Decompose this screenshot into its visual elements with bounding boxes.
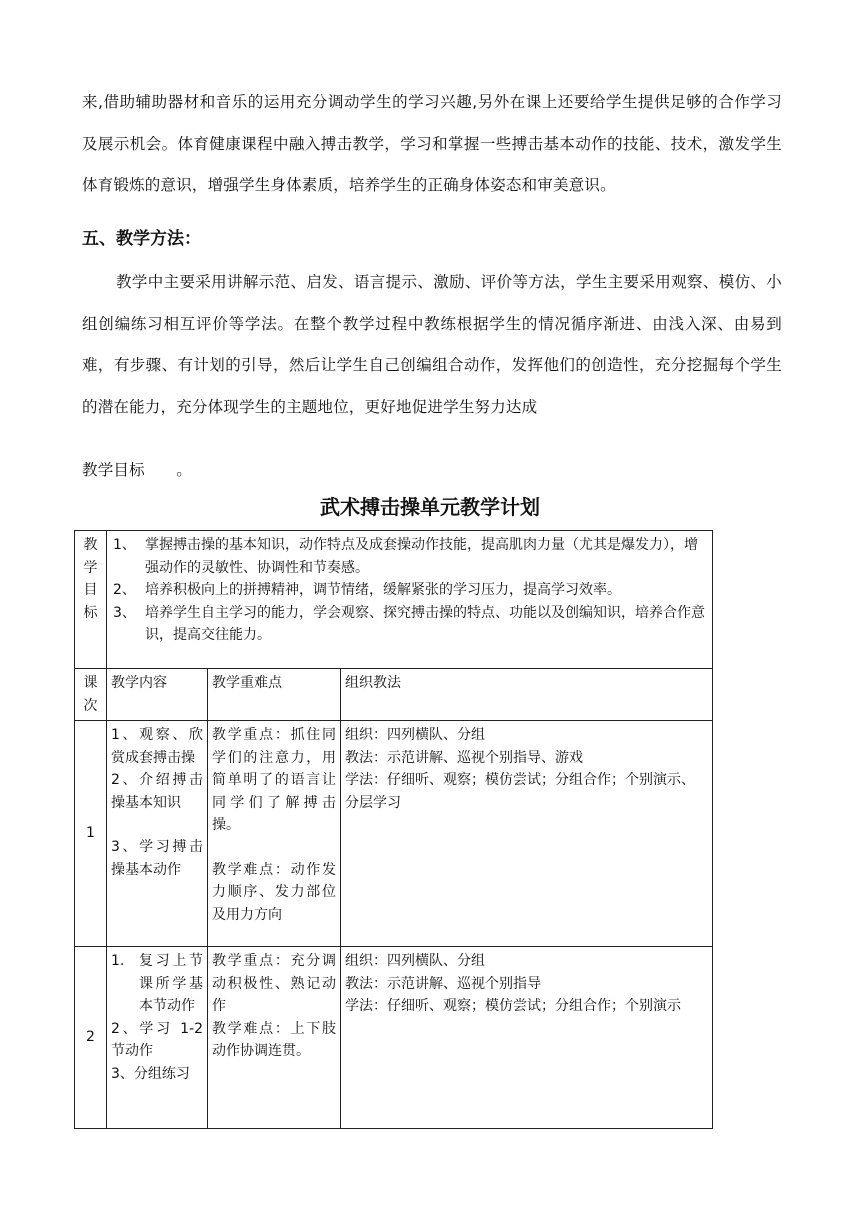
list-item: 2、学习 1-2 节动作 (111, 1020, 203, 1059)
lesson-method (341, 947, 713, 1129)
list-item: 3、分组练习 (111, 1065, 190, 1082)
key-point-text: 教学重点：充分调动积极性、熟记动作 (212, 953, 336, 1014)
table-title: 武术搏击操单元教学计划 (320, 495, 540, 519)
section-heading-teaching-methods: 五、教学方法： (82, 229, 201, 249)
body-paragraph-3: 教学目标 。 (82, 461, 192, 479)
table-row (75, 947, 713, 1129)
lesson-content (107, 721, 208, 947)
lesson-number: 1 (75, 721, 107, 947)
header-key-points: 教学重难点 (208, 669, 341, 721)
method-line: 学法：仔细听、观察；模仿尝试；分组合作；个别演示、分层学习 (345, 772, 695, 811)
goals-row (75, 531, 713, 669)
lesson-content (107, 947, 208, 1129)
method-line: 教法：示范讲解、巡视个别指导 (345, 975, 541, 992)
method-line: 组织：四列横队、分组 (345, 727, 485, 743)
goal-item: 3、 培养学生自主学习的能力，学会观察、探究搏击操的特点、功能以及创编知识，培养合作意识，提高交往能力。 (113, 604, 705, 643)
table-header-row (75, 669, 713, 721)
goal-item: 1、 掌握搏击操的基本知识，动作特点及成套操动作技能，提高肌肉力量（尤其是爆发力），增强动作的灵敏性、协调性和节奏感。 (113, 537, 698, 576)
header-method: 组织教法 (341, 669, 713, 721)
method-line: 教法：示范讲解、巡视个别指导、游戏 (345, 749, 583, 766)
difficulty-text: 教学难点：动作发力顺序、发力部位及用力方向 (212, 861, 336, 923)
header-content: 教学内容 (107, 669, 208, 721)
unit-plan-table (74, 530, 713, 1129)
method-line: 组织：四列横队、分组 (345, 953, 485, 969)
lesson-key-points (208, 721, 341, 947)
goals-cell (107, 531, 713, 669)
goal-item: 2、 培养积极向上的拼搏精神，调节情绪，缓解紧张的学习压力，提高学习效率。 (113, 582, 621, 598)
table-row (75, 721, 713, 947)
list-item: 1. 复习上节课所学基本节动作 (111, 953, 203, 1014)
difficulty-text: 教学难点：上下肢动作协调连贯。 (212, 1020, 336, 1059)
key-point-text: 教学重点：抓住同学们的注意力，用简单明了的语言让同学们了解搏击操。 (212, 727, 336, 833)
lesson-method (341, 721, 713, 947)
header-lesson-no: 课次 (75, 669, 107, 721)
list-item: 1、观察、欣赏成套搏击操 (111, 727, 203, 766)
goals-label: 教学目标 (75, 531, 107, 669)
list-item: 3、学习搏击操基本动作 (111, 839, 203, 878)
lesson-key-points (208, 947, 341, 1129)
list-item: 2、介绍搏击操基本知识 (111, 772, 203, 811)
lesson-number: 2 (75, 947, 107, 1129)
body-paragraph-1: 来,借助辅助器材和音乐的运用充分调动学生的学习兴趣,另外在课上还要给学生提供足够的合作学习及展示机会。体育健康课程中融入搏击教学，学习和掌握一些搏击基本动作的技能、技术，激发学生体育锻炼的意识，增强学生身体素质，培养学生的正确身体姿态和审美意识。 (82, 93, 782, 194)
body-paragraph-2: 教学中主要采用讲解示范、启发、语言提示、激励、评价等方法，学生主要采用观察、模仿、小组创编练习相互评价等学法。在整个教学过程中教练根据学生的情况循序渐进、由浅入深、由易到难，有步骤、有计划的引导，然后让学生自己创编组合动作，发挥他们的创造性，充分挖掘每个学生的潜在能力，充分体现学生的主题地位，更好地促进学生努力达成 (82, 273, 782, 416)
method-line: 学法：仔细听、观察；模仿尝试；分组合作；个别演示 (345, 998, 681, 1014)
